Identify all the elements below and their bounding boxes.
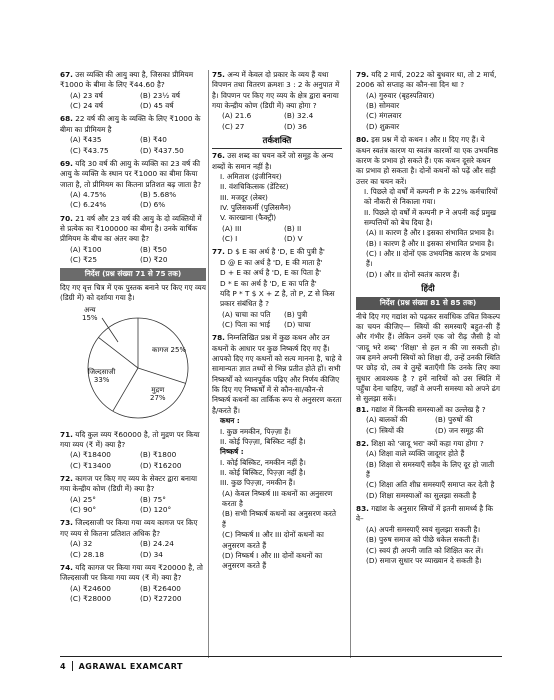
question-82: 82. शिक्षा को 'जादू भरा' क्यों कहा गया होगा ? (A) शिक्षा वाले व्यक्ति जादूगर होते हैं (B) शिक्षा से समस्याएँ सदैव के लिए दूर हो जाती हैं (C) शिक्षा अति शीघ्र समस्याएँ समाप्त कर देती है (D) शिक्षा समस्याओं का सुलझा सकती है [356, 439, 500, 501]
option-d: (D) I और II दोनों स्वतंत्र कारण हैं। [366, 269, 460, 279]
question-71: 71. यदि कुल व्यय ₹60000 है, तो मुद्रण पर किया गया व्यय (₹ में) क्या है? (A) ₹18400 (B) ₹1800 (C) ₹13400 (D) ₹16200 [60, 430, 206, 471]
option-c: (C) 28.18 [70, 549, 104, 559]
question-73: 73. जिल्दसाजी पर किया गया व्यय कागज पर किए गए व्यय से कितना प्रतिशत अधिक है? (A) 32 (B) 24.24 (C) 28.18 (D) 34 [60, 518, 206, 559]
option-d: (D) जन समूह की [435, 425, 484, 435]
section-heading-reasoning: तर्कशक्ति [262, 136, 292, 147]
statement-1: I. पिछले दो वर्षों में कम्पनी P के 22% कर्मचारियों को नौकरी से निकाला गया। [364, 186, 498, 207]
option-d: (D) शुक्रवार [366, 121, 400, 131]
question-80: 80. इस प्रश्न में दो कथन I और II दिए गए हैं। ये कथन स्वतंत्र कारण या स्वतंत्र कारणों या एक उभयनिष्ठ कारण के प्रभाव हो सकते हैं। एक कथन दूसरे कथन का प्रभाव हो सकता है। दोनों कथनों को पढ़ें और सही उत्तर का चयन करें। I. पिछले दो वर्षों में कम्पनी P के 22% कर्मचारियों को नौकरी से निकाला गया। II. पिछले दो वर्षों में कम्पनी P ने अपनी कई प्रमुख सम्पत्तियों को बेच दिया है। (A) II कारण है और I इसका संभावित प्रभाव है। (B) I कारण है और II इसका संभावित प्रभाव है। (C) I और II दोनों एक उभयनिष्ठ कारण के प्रभाव हैं। (D) I और II दोनों स्वतंत्र कारण हैं। [356, 135, 500, 280]
option-b: (B) ₹1800 [140, 450, 177, 460]
option-c: (C) स्वयं ही अपनी जाति को शिक्षित कर लें। [366, 545, 484, 555]
option-d: (D) निष्कर्ष I और III दोनों कथनों का अनुसरण करते हैं [222, 550, 323, 571]
option-c: (C) 27 [222, 121, 245, 131]
option-d: (D) V [284, 234, 303, 244]
option-a: (A) 32 [70, 539, 93, 549]
directions-heading: निर्देश (प्रश्न संख्या 81 से 85 तक) [356, 297, 500, 309]
option-c: (C) ₹43.75 [70, 145, 109, 155]
statement-2: II. पिछले दो वर्षों में कम्पनी P ने अपनी कई प्रमुख सम्पत्तियों को बेच दिया है। [364, 207, 497, 228]
pie-svg [60, 306, 206, 426]
option-c: (C) I [222, 234, 238, 244]
pie-label-print: मुद्रण 27% [150, 385, 166, 402]
question-81: 81. गद्यांश में किनकी समस्याओं का उल्लेख है ? (A) बालकों की (B) पुरुषों की (C) स्त्रियों की (D) जन समूह की [356, 405, 500, 436]
option-a: (A) चाचा का पति [222, 309, 271, 319]
option-a: (A) III [222, 223, 242, 233]
option-b: (B) ₹50 [140, 244, 167, 254]
question-67: 67. उस व्यक्ति की आयु क्या है, जिसका प्रीमियम ₹1000 के बीमा के लिए ₹44.60 है? (A) 23 वर्ष (B) 23½ वर्ष (C) 24 वर्ष (D) 45 वर्ष [60, 70, 206, 111]
option-c: (C) 90° [70, 505, 97, 515]
list-item: I. अमिताश (इंजीनियर) [220, 171, 282, 181]
directions-text: दिए गए वृत्त चित्र में एक पुस्तक बनाने पर किए गए व्यय (डिग्री में) को दर्शाया गया है। [60, 282, 206, 303]
option-d: (D) शिक्षा समस्याओं का सुलझा सकती है [366, 490, 477, 500]
list-item: D + E का अर्थ है 'D, E का पिता है' [220, 268, 322, 278]
option-b: (B) ₹40 [140, 135, 167, 145]
option-b: (B) I कारण है और II इसका संभावित प्रभाव है। [366, 238, 495, 248]
option-d: (D) ₹437.50 [140, 145, 184, 155]
option-a: (A) शिक्षा वाले व्यक्ति जादूगर होते हैं [366, 449, 465, 459]
option-a: (A) 21.6 [222, 111, 252, 121]
column-1 [60, 70, 206, 607]
option-d: (D) 45 वर्ष [140, 101, 174, 111]
list-item: D * E का अर्थ है 'D, E का पति है' [220, 278, 317, 288]
option-c: (C) 6.24% [70, 200, 107, 210]
option-c: (C) मंगलवार [366, 111, 402, 121]
list-item: D @ E का अर्थ है 'D, E की माता है' [220, 257, 323, 267]
question-79: 79. यदि 2 मार्च, 2022 को बुधवार था, तो 2 मार्च, 2006 को सप्ताह का कौन-सा दिन था ? (A) गुरुवार (बृहस्पतिवार) (B) सोमवार (C) मंगलवार (D) शुक्रवार [356, 70, 500, 132]
option-c: (C) I और II दोनों एक उभयनिष्ठ कारण के प्रभाव हैं। [366, 249, 497, 269]
option-b: (B) 5.68% [140, 189, 177, 199]
statements-heading: कथन : [220, 416, 240, 426]
option-a: (A) 23 वर्ष [70, 90, 103, 100]
page-footer [60, 656, 502, 673]
option-a: (A) ₹435 [70, 135, 102, 145]
question-83: 83. गद्यांश के अनुसार स्त्रियों में इतनी सामर्थ्य है कि वे– (A) अपनी समस्याएँ स्वयं सुलझा सकती है। (B) पुरुष समाज को पीछे धकेल सकती हैं। (C) स्वयं ही अपनी जाति को शिक्षित कर लें। (D) समाज सुधार पर व्याख्यान दे सकती है। [356, 504, 500, 566]
option-c: (C) स्त्रियों की [366, 425, 404, 435]
option-a: (A) ₹24600 [70, 583, 111, 593]
question-72: 72. कागज पर किए गए व्यय के सेक्टर द्वारा बनाया गया केन्द्रीय कोण (डिग्री में) क्या है? (A) 25° (B) 75° (C) 90° (D) 120° [60, 474, 206, 515]
option-d: (D) 6% [140, 200, 166, 210]
option-c: (C) शिक्षा अति शीघ्र समस्याएँ समाप्त कर देती है [366, 480, 495, 490]
option-a: (A) अपनी समस्याएँ स्वयं सुलझा सकती है। [366, 524, 481, 534]
brand-logo: AGRAWAL EXAMCART [78, 661, 183, 671]
list-item: I. कुछ नमकीन, पिज़्ज़ा हैं। [220, 426, 291, 436]
question-75: 75. अन्य में केवल दो प्रकार के व्यय हैं यथा विपणन तथा वितरण क्रमशः 3 : 2 के अनुपात में है। विपणन पर किए गए व्यय के क्षेत्र द्वारा बनाया गया केन्द्रीय कोण (डिग्री में) क्या होगा ? (A) 21.6 (B) 32.4 (C) 27 (D) 36 [212, 70, 342, 132]
list-item: II. वंशचिकित्सक (डेंटिस्ट) [220, 182, 289, 192]
passage-text: नीचे दिए गए गद्यांश को पढ़कर सर्वाधिक उचित विकल्प का चयन कीजिए— स्त्रियों की समस्याएँ बहुत-सी हैं और गंभीर हैं। लेकिन उनमें एक जो रीढ़ जैसी है वो 'जादू भरे शब्द' 'शिक्षा' से हल न की जा सकती हो। जब हमने अपनी स्त्रियों को शिक्षा दी, उन्हें उनकी स्थिति पर छोड़ दो, तब वे तुम्हें बताएँगी कि उनके लिए क्या सुधार आवश्यक है ? हमें नारियों को उस स्थिति में पहुँचा देना चाहिए, जहाँ वे अपनी समस्या को अपने ढंग से सुलझा सकें। [356, 311, 500, 404]
option-b: (B) II [284, 223, 302, 233]
list-item: II. कोई पिज़्ज़ा, बिस्किट नहीं है। [220, 436, 306, 446]
question-74: 74. यदि कागज पर किया गया व्यय ₹20000 है, तो जिल्दसाजी पर किया गया व्यय (₹ में) क्या है? (A) ₹24600 (B) ₹26400 (C) ₹28000 (D) ₹27200 [60, 563, 206, 604]
option-b: (B) सभी निष्कर्ष कथनों का अनुसरण करते हैं [222, 509, 337, 529]
pie-label-paper: कागज 25% [152, 345, 187, 354]
option-b: (B) सोमवार [366, 101, 400, 111]
column-divider-2 [350, 70, 351, 658]
list-item: III. कुछ पिज़्ज़ा, नमकीन हैं। [220, 478, 296, 488]
option-d: (D) ₹27200 [140, 593, 182, 603]
list-item: V. कारखाना (फैक्ट्री) [220, 213, 277, 223]
option-c: (C) ₹25 [70, 255, 98, 265]
option-b: (B) पुत्री [284, 309, 308, 319]
option-d: (D) ₹20 [140, 255, 168, 265]
option-d: (D) 120° [140, 505, 172, 515]
option-d: (D) 34 [140, 549, 163, 559]
question-70: 70. 21 वर्ष और 23 वर्ष की आयु के दो व्यक्तियों में से प्रत्येक का ₹100000 का बीमा है। उनके वार्षिक प्रीमियम के बीच का अंतर क्या है? (A) ₹100 (B) ₹50 (C) ₹25 (D) ₹20 [60, 214, 206, 266]
question-68: 68. 22 वर्ष की आयु के व्यक्ति के लिए ₹1000 के बीमा का प्रीमियम है (A) ₹435 (B) ₹40 (C) ₹43.75 (D) ₹437.50 [60, 114, 206, 155]
list-item: IV. पुलिसकर्मी (पुलिसमैन) [220, 203, 291, 213]
question-78: 78. निम्नलिखित प्रश्न में कुछ कथन और उन कथनों के आधार पर कुछ निष्कर्ष दिए गए हैं। आपको दिए गए कथनों को सत्य मानना है, चाहे वे सामान्यतः ज्ञात तथ्यों से भिन्न प्रतीत होते हों। सभी निष्कर्षों को ध्यानपूर्वक पढ़िए और निर्णय कीजिए कि दिए गए निष्कर्षों में से कौन-सा/कौन-से निष्कर्ष कथनों का तार्किक रूप से अनुसरण करता है/करते हैं। कथन : I. कुछ नमकीन, पिज़्ज़ा हैं। II. कोई पिज़्ज़ा, बिस्किट नहीं है। निष्कर्ष : I. कोई बिस्किट, नमकीन नहीं है। II. कोई बिस्किट, पिज़्ज़ा नहीं है। III. कुछ पिज़्ज़ा, नमकीन हैं। (A) केवल निष्कर्ष III कथनों का अनुसरण करता है (B) सभी निष्कर्ष कथनों का अनुसरण करते हैं (C) निष्कर्ष II और III दोनों कथनों का अनुसरण करते हैं (D) निष्कर्ष I और III दोनों कथनों का अनुसरण करते हैं [212, 333, 342, 571]
option-d: (D) समाज सुधार पर व्याख्यान दे सकती है। [366, 555, 482, 565]
option-b: (B) 32.4 [284, 111, 314, 121]
pie-label-other: अन्य 15% [82, 305, 98, 322]
option-c: (C) 24 वर्ष [70, 101, 103, 111]
option-a: (A) ₹100 [70, 244, 102, 254]
option-c: (C) निष्कर्ष II और III दोनों कथनों का अनुसरण करते हैं [222, 530, 324, 550]
pie-chart [60, 306, 206, 426]
option-b: (B) 24.24 [140, 539, 174, 549]
option-b: (B) पुरुषों की [435, 415, 473, 425]
option-c: (C) ₹13400 [70, 460, 111, 470]
section-heading-hindi: हिंदी [421, 284, 435, 295]
option-c: (C) पिता का भाई [222, 319, 270, 329]
question-text: यदि P * T $ X + Z है, तो P, Z से किस प्रकार संबंधित है ? [220, 288, 335, 309]
directions-heading: निर्देश (प्रश्न संख्या 71 से 75 तक) [60, 268, 206, 280]
option-a: (A) केवल निष्कर्ष III कथनों का अनुसरण करता है [222, 488, 333, 509]
question-69: 69. यदि 30 वर्ष की आयु के व्यक्ति का 23 वर्ष की आयु के व्यक्ति के स्थान पर ₹1000 का बीमा किया जाता है, तो प्रीमियम का कितना प्रतिशत बढ़ जाता है? (A) 4.75% (B) 5.68% (C) 6.24% (D) 6% [60, 159, 206, 211]
conclusions-heading: निष्कर्ष : [220, 447, 244, 457]
option-a: (A) गुरुवार (बृहस्पतिवार) [366, 90, 435, 100]
page-number: 4 [60, 661, 66, 671]
pie-label-binding: जिल्दसाजी 33% [88, 367, 116, 384]
option-b: (B) शिक्षा से समस्याएँ सदैव के लिए दूर हो जाती हैं [366, 459, 495, 479]
list-item: I. कोई बिस्किट, नमकीन नहीं है। [220, 457, 306, 467]
column-divider-1 [208, 70, 209, 658]
option-a: (A) 25° [70, 494, 96, 504]
column-2 [212, 70, 342, 575]
option-a: (A) II कारण है और I इसका संभावित प्रभाव है। [366, 228, 495, 238]
question-76: 76. उस शब्द का चयन करें जो समूह के अन्य शब्दों के समान नहीं है। I. अमिताश (इंजीनियर) II. वंशचिकित्सक (डेंटिस्ट) III. मजदूर (लेबर) IV. पुलिसकर्मी (पुलिसमैन) V. कारखाना (फैक्ट्री) (A) III (B) II (C) I (D) V [212, 151, 342, 244]
option-b: (B) 23½ वर्ष [140, 90, 180, 100]
option-d: (D) ₹16200 [140, 460, 182, 470]
list-item: II. कोई बिस्किट, पिज़्ज़ा नहीं है। [220, 468, 306, 477]
column-3 [356, 70, 500, 569]
option-a: (A) बालकों की [366, 415, 408, 425]
section-rule [212, 148, 342, 149]
option-b: (B) ₹26400 [140, 583, 181, 593]
option-d: (D) चाचा [284, 319, 311, 329]
option-d: (D) 36 [284, 121, 307, 131]
question-77: 77. D $ E का अर्थ है 'D, E की पुत्री है' D @ E का अर्थ है 'D, E की माता है' D + E का अर्थ है 'D, E का पिता है' D * E का अर्थ है 'D, E का पति है' यदि P * T $ X + Z है, तो P, Z से किस प्रकार संबंधित है ? (A) चाचा का पति (B) पुत्री (C) पिता का भाई (D) चाचा [212, 247, 342, 330]
option-a: (A) 4.75% [70, 189, 107, 199]
footer-divider [72, 661, 73, 671]
option-b: (B) 75° [140, 494, 166, 504]
option-b: (B) पुरुष समाज को पीछे धकेल सकती हैं। [366, 535, 480, 545]
list-item: III. मजदूर (लेबर) [220, 192, 268, 202]
option-a: (A) ₹18400 [70, 450, 111, 460]
option-c: (C) ₹28000 [70, 593, 111, 603]
